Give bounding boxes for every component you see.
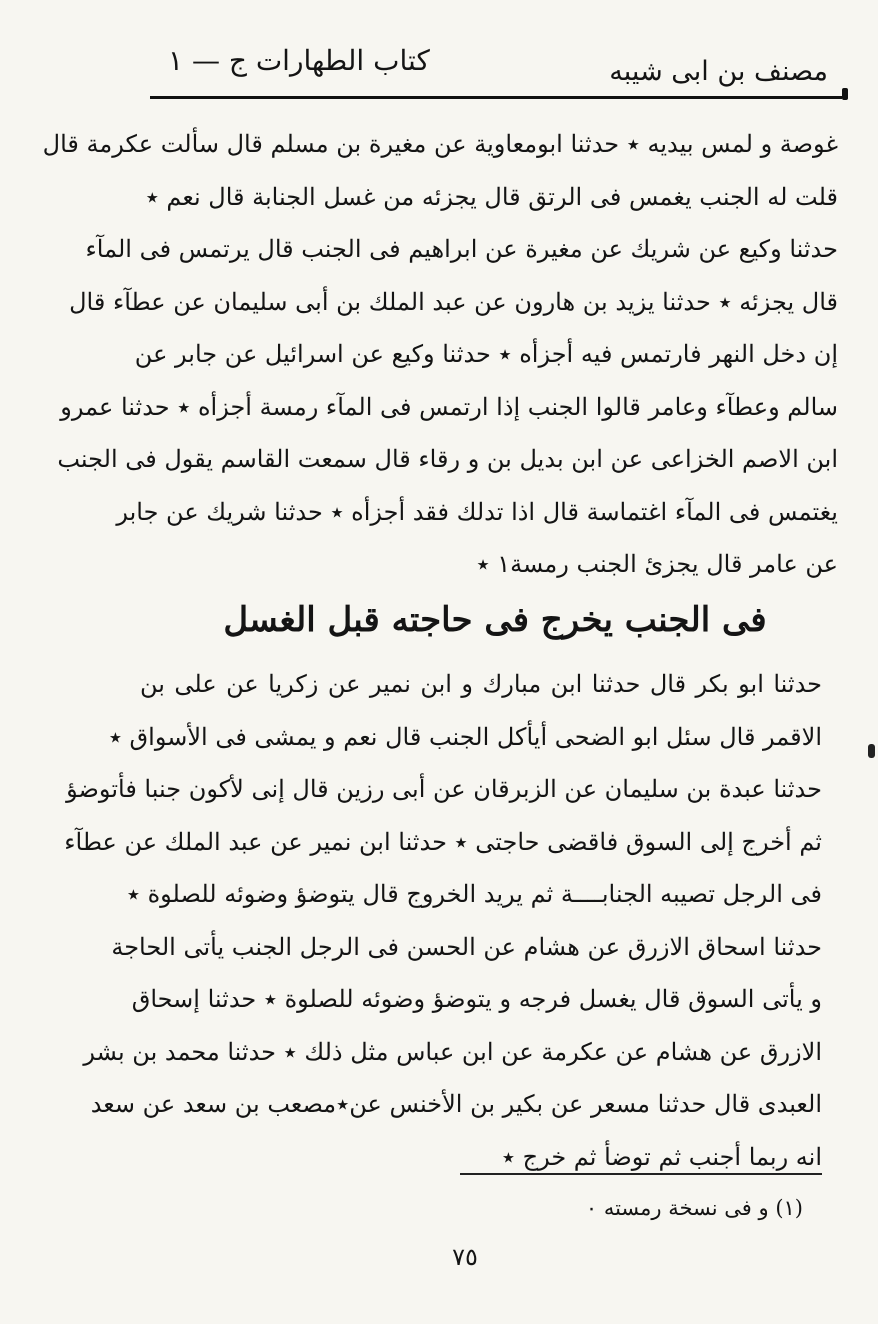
text-line: حدثنا ابو بكر قال حدثنا ابن مبارك و ابن نمير عن زكريا عن على بن (140, 670, 823, 698)
text-line: الاقمر قال سئل ابو الضحى أيأكل الجنب قال نعم و يمشى فى الأسواق ٭ (108, 722, 822, 751)
text-line: قال يجزئه ٭ حدثنا يزيد بن هارون عن عبد الملك بن أبى سليمان عن عطآء قال (69, 287, 838, 316)
text-line: سالم وعطآء وعامر قالوا الجنب إذا ارتمس فى المآء رمسة أجزأه ٭ حدثنا عمرو (60, 392, 838, 421)
header-rule (150, 96, 842, 99)
page-header (150, 44, 840, 94)
text-line: حدثنا وكيع عن شريك عن مغيرة عن ابراهيم فى الجنب قال يرتمس فى المآء (85, 235, 838, 263)
text-line: قلت له الجنب يغمس فى الرتق قال يجزئه من غسل الجنابة قال نعم ٭ (145, 182, 838, 211)
section-heading: فى الجنب يخرج فى حاجته قبل الغسل (223, 600, 767, 640)
text-line: حدثنا اسحاق الازرق عن هشام عن الحسن فى الرجل الجنب يأتى الحاجة (111, 932, 822, 961)
text-line: العبدى قال حدثنا مسعر عن بكير بن الأخنس عن٭مصعب بن سعد عن سعد (90, 1090, 822, 1118)
text-line: غوصة و لمس بيديه ٭ حدثنا ابومعاوية عن مغيرة بن مسلم قال سألت عكرمة قال (42, 130, 838, 158)
text-line: فى الرجل تصيبه الجنابــــة ثم يريد الخروج قال يتوضؤ وضوئه للصلوة ٭ (126, 880, 822, 908)
text-line: حدثنا عبدة بن سليمان عن الزبرقان عن أبى رزين قال إنى لأكون جنبا فأتوضؤ (66, 775, 822, 803)
footnote-rule (460, 1173, 822, 1175)
book-title: مصنف بن ابى شيبه (609, 56, 828, 87)
text-block-1 (42, 118, 838, 591)
text-block-2 (64, 658, 823, 1183)
text-line: و يأتى السوق قال يغسل فرجه و يتوضؤ وضوئه للصلوة ٭ حدثنا إسحاق (131, 985, 822, 1013)
page-number: ٧٥ (452, 1243, 478, 1271)
text-line: الازرق عن هشام عن عكرمة عن ابن عباس مثل ذلك ٭ حدثنا محمد بن بشر (83, 1037, 822, 1066)
header-rule-ornament (842, 88, 848, 100)
text-line: عن عامر قال يجزئ الجنب رمسة١ ٭ (476, 550, 838, 578)
footnote: (١) و فى نسخة رمسته ٠ (585, 1196, 803, 1220)
section-running-title: كتاب الطهارات ج — ١ (168, 44, 430, 77)
margin-mark (868, 744, 875, 758)
text-line: انه ربما أجنب ثم توضأ ثم خرج ٭ (501, 1142, 822, 1171)
text-line: يغتمس فى المآء اغتماسة قال اذا تدلك فقد أجزأه ٭ حدثنا شريك عن جابر (116, 497, 838, 526)
text-line: إن دخل النهر فارتمس فيه أجزأه ٭ حدثنا وكيع عن اسرائيل عن جابر عن (134, 340, 838, 368)
text-line: ابن الاصم الخزاعى عن ابن بديل بن و رقاء قال سمعت القاسم يقول فى الجنب (57, 445, 838, 473)
text-line: ثم أخرج إلى السوق فاقضى حاجتى ٭ حدثنا ابن نمير عن عبد الملك عن عطآء (64, 827, 822, 856)
